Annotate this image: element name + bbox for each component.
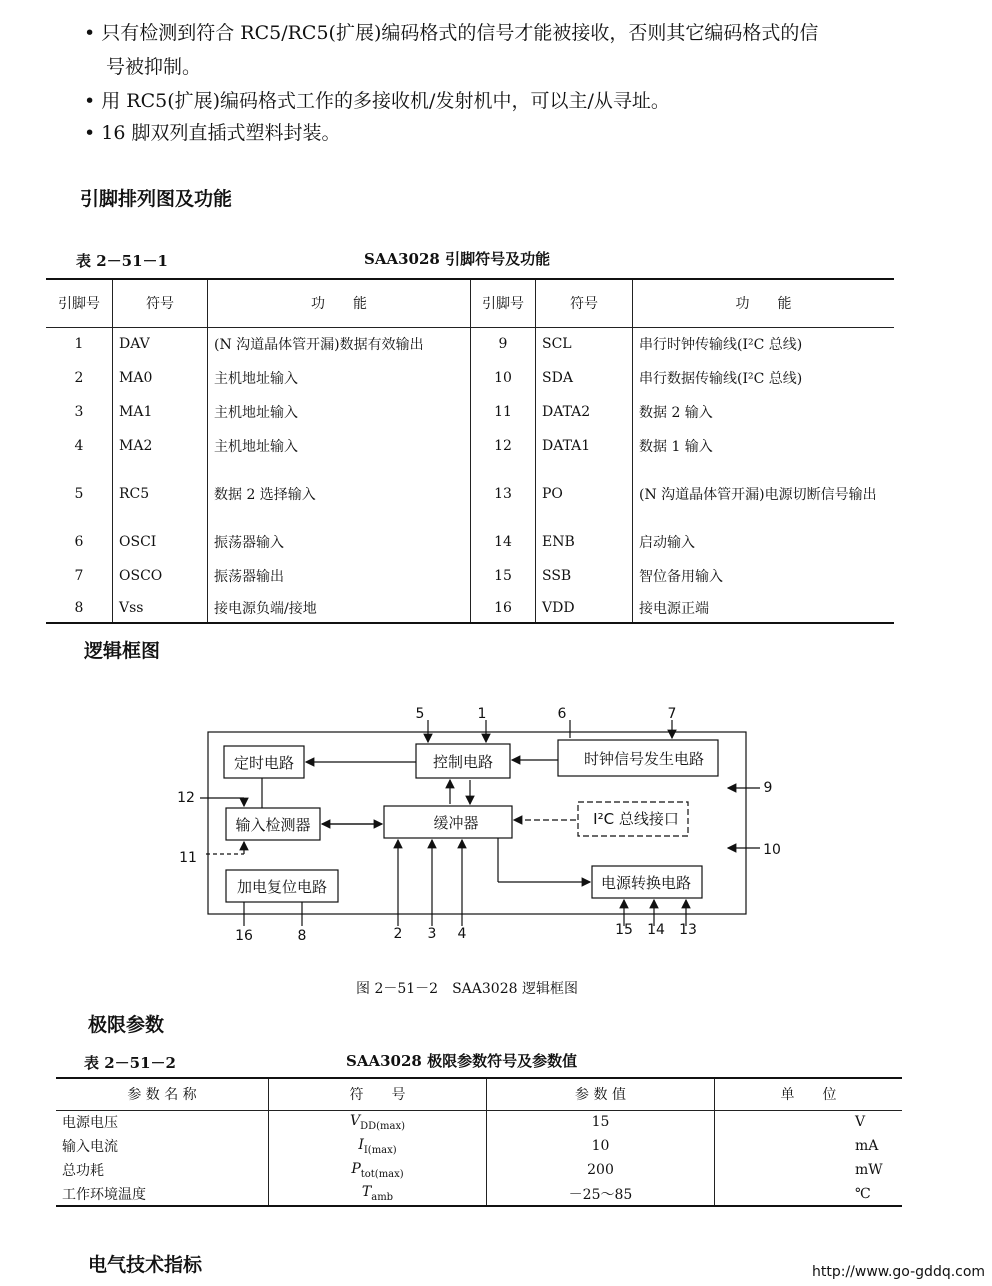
- pin-function-cell: 智位备用输入: [633, 559, 895, 593]
- param-name-cell: 工作环境温度: [62, 1186, 146, 1203]
- table-row: [46, 395, 894, 429]
- pin-label: 7: [667, 706, 677, 722]
- pin-symbol-cell: MA1: [113, 395, 208, 429]
- pin-label: 3: [427, 926, 437, 942]
- table-row: [56, 1182, 902, 1206]
- pin-number-cell: 6: [74, 534, 84, 550]
- pin-label: 12: [177, 790, 195, 806]
- table-row: [56, 1134, 902, 1158]
- label-i2c: I²C 总线接口: [593, 810, 679, 828]
- pin-symbol-cell: SSB: [536, 559, 633, 593]
- pin-number-cell: 4: [74, 438, 84, 454]
- param-unit-cell: mA: [715, 1134, 903, 1158]
- pin-symbol-cell: DATA2: [536, 395, 633, 429]
- pin-number-cell: 7: [74, 568, 84, 584]
- table-row: [46, 429, 894, 463]
- col-symbol-header: 符号: [113, 279, 208, 327]
- pin-function-cell: 主机地址输入: [208, 395, 471, 429]
- label-clock: 时钟信号发生电路: [583, 750, 705, 768]
- pin-function-cell: 振荡器输出: [208, 559, 471, 593]
- pin-function-cell: 数据 2 输入: [633, 395, 895, 429]
- pin-function-table: [46, 278, 894, 624]
- bullet-3: • 16 脚双列直插式塑料封装。: [84, 122, 341, 144]
- table-row: [46, 463, 894, 525]
- pin-function-cell: 串行数据传输线(I²C 总线): [633, 361, 895, 395]
- param-unit-cell: ℃: [715, 1182, 903, 1206]
- pin-function-cell: 数据 2 选择输入: [208, 463, 471, 525]
- pin-number-cell: 8: [74, 599, 84, 616]
- label-timer: 定时电路: [233, 754, 295, 772]
- table-row: [46, 327, 894, 361]
- param-value-cell: 200: [487, 1158, 715, 1182]
- col-pin-header-2: 引脚号: [471, 279, 536, 327]
- pin-number-cell: 5: [74, 486, 84, 502]
- label-power-reset: 加电复位电路: [236, 878, 328, 896]
- pin-label: 11: [179, 850, 197, 866]
- param-unit-cell: V: [715, 1110, 903, 1134]
- param-symbol-cell: [269, 1158, 487, 1182]
- pin-number-cell: 15: [471, 559, 536, 593]
- pin-function-cell: 启动输入: [633, 525, 895, 559]
- pin-label: 14: [647, 922, 665, 938]
- param-name-cell: 输入电流: [62, 1139, 118, 1155]
- param-symbol: I: [358, 1136, 364, 1153]
- pin-number-cell: 9: [471, 327, 536, 361]
- pin-symbol-cell: ENB: [536, 525, 633, 559]
- col-function-header-2: 功 能: [633, 279, 895, 327]
- param-symbol-subscript: amb: [371, 1191, 394, 1203]
- col-param-value-header: 参 数 值: [487, 1078, 715, 1110]
- pin-label: 6: [557, 706, 567, 722]
- pin-label: 16: [235, 928, 253, 944]
- param-value-cell: 15: [487, 1110, 715, 1134]
- col-function-header: 功 能: [208, 279, 471, 327]
- param-name-cell: 总功耗: [62, 1163, 104, 1179]
- bullet-1-cont: 号被抑制。: [106, 56, 202, 78]
- param-value-cell: 10: [487, 1134, 715, 1158]
- pin-number-cell: 12: [471, 429, 536, 463]
- table2-id: 表 2－51－2: [84, 1054, 176, 1072]
- col-pin-header: 引脚号: [58, 296, 100, 313]
- pin-number-cell: 1: [74, 336, 84, 353]
- param-symbol-cell: [269, 1182, 487, 1206]
- pin-symbol-cell: DAV: [113, 327, 208, 361]
- param-symbol: V: [349, 1112, 361, 1129]
- pin-label: 13: [679, 922, 697, 938]
- pin-symbol-cell: SDA: [536, 361, 633, 395]
- pin-number-cell: 11: [471, 395, 536, 429]
- pin-number-cell: 10: [471, 361, 536, 395]
- diagram-caption: 图 2－51－2 SAA3028 逻辑框图: [356, 981, 578, 997]
- pin-function-cell: 数据 1 输入: [633, 429, 895, 463]
- pin-label: 1: [477, 706, 487, 722]
- pin-label: 8: [297, 928, 307, 944]
- pin-symbol-cell: OSCI: [113, 525, 208, 559]
- table-row: [56, 1158, 902, 1182]
- param-symbol: P: [351, 1160, 361, 1177]
- pin-symbol-cell: RC5: [113, 463, 208, 525]
- label-power-convert: 电源转换电路: [600, 874, 692, 892]
- label-buffer: 缓冲器: [433, 814, 479, 832]
- section-electrical-heading: 电气技术指标: [88, 1254, 203, 1276]
- pin-symbol-cell: DATA1: [536, 429, 633, 463]
- pin-function-cell: 接电源负端/接地: [208, 593, 471, 623]
- param-symbol-cell: [269, 1110, 487, 1134]
- bullet-2: • 用 RC5(扩展)编码格式工作的多接收机/发射机中，可以主/从寻址。: [84, 90, 670, 112]
- pin-label: 2: [393, 926, 403, 942]
- param-symbol-subscript: DD(max): [360, 1120, 406, 1132]
- table1-id: 表 2－51－1: [76, 252, 168, 270]
- table-row: [56, 1110, 902, 1134]
- bullet-1: • 只有检测到符合 RC5/RC5(扩展)编码格式的信号才能被接收，否则其它编码格式的信: [84, 22, 819, 44]
- col-symbol-header-2: 符号: [536, 279, 633, 327]
- param-unit-cell: mW: [715, 1158, 903, 1182]
- pin-label: 4: [457, 926, 467, 942]
- logic-block-diagram: [0, 690, 992, 950]
- table2-header-row: [56, 1078, 902, 1110]
- pin-number-cell: 2: [74, 370, 84, 386]
- param-symbol-cell: [269, 1134, 487, 1158]
- pin-symbol-cell: PO: [536, 463, 633, 525]
- pin-label: 5: [415, 706, 425, 722]
- table-row: [46, 525, 894, 559]
- col-param-name-header: 参 数 名 称: [127, 1087, 197, 1104]
- param-symbol: T: [361, 1184, 372, 1201]
- pin-function-cell: 串行时钟传输线(I²C 总线): [633, 327, 895, 361]
- pin-label: 9: [763, 780, 773, 796]
- pin-function-cell: 主机地址输入: [208, 361, 471, 395]
- col-param-symbol-header: 符 号: [269, 1078, 487, 1110]
- label-input-detector: 输入检测器: [235, 816, 311, 834]
- pin-function-cell: (N 沟道晶体管开漏)电源切断信号输出: [633, 463, 895, 525]
- pin-function-cell: 主机地址输入: [208, 429, 471, 463]
- table-row: [46, 559, 894, 593]
- label-control: 控制电路: [432, 753, 494, 771]
- limit-parameter-table: [56, 1077, 902, 1207]
- col-param-unit-header: 单 位: [715, 1078, 903, 1110]
- pin-symbol-cell: VDD: [536, 593, 633, 623]
- table1-title: SAA3028 引脚符号及功能: [364, 250, 551, 268]
- param-symbol-subscript: tot(max): [360, 1168, 404, 1180]
- pin-function-cell: 振荡器输入: [208, 525, 471, 559]
- pin-function-cell: (N 沟道晶体管开漏)数据有效输出: [208, 327, 471, 361]
- pin-symbol-cell: MA0: [113, 361, 208, 395]
- pin-symbol-cell: MA2: [113, 429, 208, 463]
- pin-symbol-cell: Vss: [113, 593, 208, 623]
- pin-number-cell: 3: [74, 404, 84, 420]
- param-name-cell: 电源电压: [62, 1115, 118, 1132]
- section-logic-heading: 逻辑框图: [84, 640, 161, 662]
- pin-symbol-cell: OSCO: [113, 559, 208, 593]
- pin-number-cell: 13: [471, 463, 536, 525]
- table2-title: SAA3028 极限参数符号及参数值: [346, 1052, 578, 1070]
- table-header-row: [46, 279, 894, 327]
- pin-function-cell: 接电源正端: [633, 593, 895, 623]
- param-value-cell: －25～85: [487, 1182, 715, 1206]
- param-symbol-subscript: I(max): [363, 1144, 397, 1156]
- footer-url: http://www.go-gddq.com: [812, 1264, 986, 1280]
- pin-number-cell: 16: [471, 593, 536, 623]
- pin-symbol-cell: SCL: [536, 327, 633, 361]
- pin-number-cell: 14: [471, 525, 536, 559]
- section-limits-heading: 极限参数: [88, 1014, 165, 1036]
- table-row: [46, 361, 894, 395]
- pin-label: 15: [615, 922, 633, 938]
- table-row: [46, 593, 894, 623]
- pin-label: 10: [763, 842, 781, 858]
- section-pins-heading: 引脚排列图及功能: [80, 188, 233, 210]
